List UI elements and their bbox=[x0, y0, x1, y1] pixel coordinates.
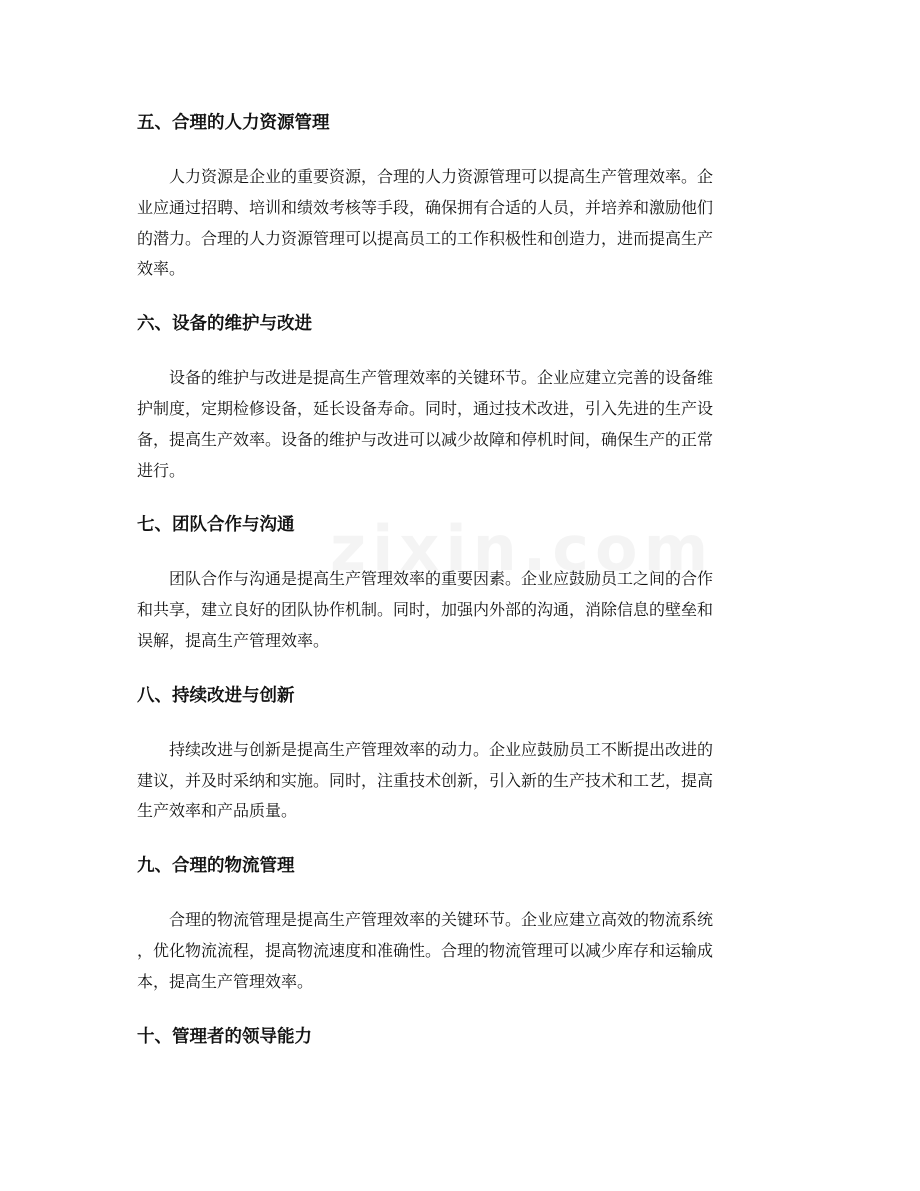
paragraph-line: ，优化物流流程，提高物流速度和准确性。合理的物流管理可以减少库存和运输成 bbox=[137, 940, 714, 960]
paragraph-line: 建议，并及时采纳和实施。同时，注重技术创新，引入新的生产技术和工艺，提高 bbox=[137, 770, 714, 790]
section-heading: 十、管理者的领导能力 bbox=[137, 1026, 312, 1047]
section-paragraph bbox=[137, 363, 785, 486]
paragraph-line: 护制度，定期检修设备，延长设备寿命。同时，通过技术改进，引入先进的生产设 bbox=[137, 398, 714, 418]
section-heading: 六、设备的维护与改进 bbox=[137, 314, 312, 335]
paragraph-line: 进行。 bbox=[137, 460, 186, 480]
section-heading: 九、合理的物流管理 bbox=[137, 856, 295, 877]
paragraph-line: 和共享，建立良好的团队协作机制。同时，加强内外部的沟通，消除信息的壁垒和 bbox=[137, 600, 714, 620]
section-paragraph bbox=[137, 905, 785, 997]
paragraph-line: 生产效率和产品质量。 bbox=[137, 801, 298, 821]
section-6 bbox=[137, 307, 785, 486]
section-5 bbox=[137, 106, 785, 285]
section-9 bbox=[137, 849, 785, 997]
section-heading: 五、合理的人力资源管理 bbox=[137, 113, 330, 133]
paragraph-line: 人力资源是企业的重要资源，合理的人力资源管理可以提高生产管理效率。企 bbox=[169, 167, 714, 186]
section-paragraph bbox=[137, 735, 785, 827]
paragraph-line: 效率。 bbox=[137, 259, 186, 279]
paragraph-line: 的潜力。合理的人力资源管理可以提高员工的工作积极性和创造力，进而提高生产 bbox=[137, 228, 714, 248]
section-paragraph bbox=[137, 564, 785, 656]
paragraph-line: 备，提高生产效率。设备的维护与改进可以减少故障和停机时间，确保生产的正常 bbox=[137, 429, 714, 449]
paragraph-line: 误解，提高生产管理效率。 bbox=[137, 630, 330, 650]
section-10 bbox=[137, 1020, 785, 1054]
section-heading: 七、团队合作与沟通 bbox=[137, 515, 295, 536]
paragraph-line: 持续改进与创新是提高生产管理效率的动力。企业应鼓励员工不断提出改进的 bbox=[169, 739, 714, 759]
paragraph-line: 本，提高生产管理效率。 bbox=[137, 971, 314, 991]
section-7 bbox=[137, 508, 785, 656]
section-heading: 八、持续改进与创新 bbox=[137, 685, 295, 706]
document-body bbox=[137, 106, 785, 1076]
paragraph-line: 业应通过招聘、培训和绩效考核等手段，确保拥有合适的人员，并培养和激励他们 bbox=[137, 197, 714, 217]
section-8 bbox=[137, 679, 785, 827]
paragraph-line: 团队合作与沟通是提高生产管理效率的重要因素。企业应鼓励员工之间的合作 bbox=[169, 569, 714, 589]
paragraph-line: 合理的物流管理是提高生产管理效率的关键环节。企业应建立高效的物流系统 bbox=[169, 910, 714, 930]
section-paragraph bbox=[137, 162, 785, 285]
paragraph-line: 设备的维护与改进是提高生产管理效率的关键环节。企业应建立完善的设备维 bbox=[169, 368, 714, 388]
